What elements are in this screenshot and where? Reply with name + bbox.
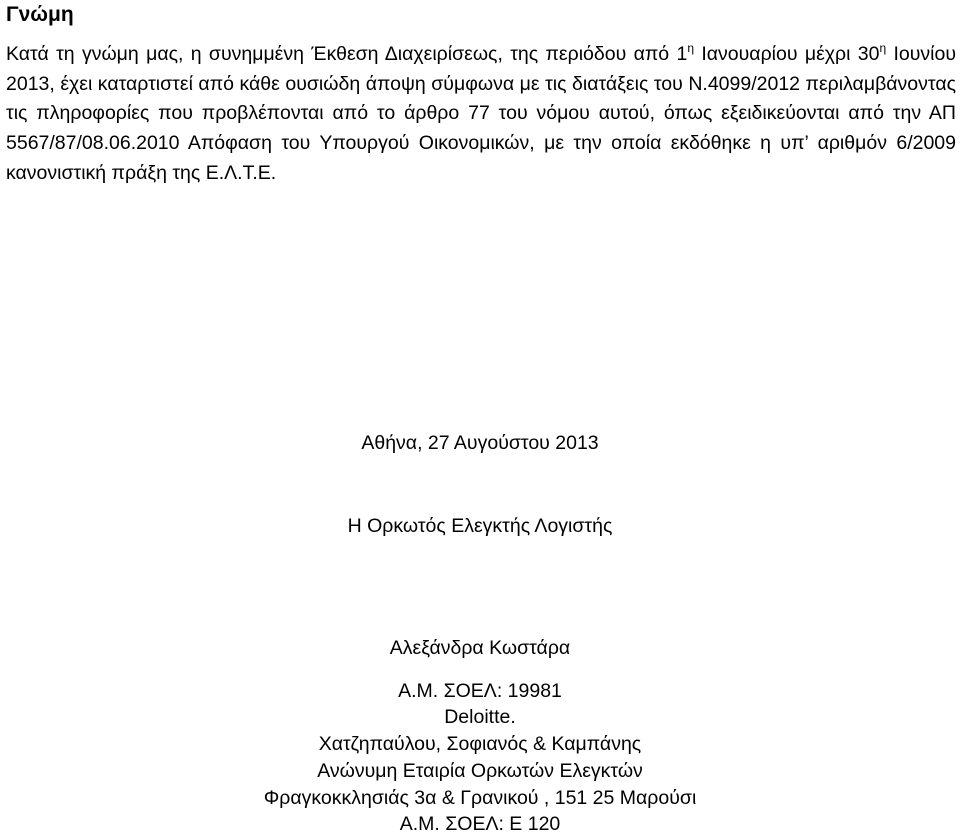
auditor-registration: Α.Μ. ΣΟΕΛ: 19981	[398, 680, 562, 702]
auditor-name: Αλεξάνδρα Κωστάρα	[389, 637, 571, 659]
firm-type: Ανώνυμη Εταιρία Ορκωτών Ελεγκτών	[317, 760, 643, 782]
opinion-text-part-1: Κατά τη γνώμη μας, η συνημμένη Έκθεση Διαχειρίσεως, της περιόδου από 1	[6, 43, 688, 65]
opinion-text-part-3: Ιουνίου 2013, έχει καταρτιστεί από κάθε ουσιώδη άποψη σύμφωνα με τις διατάξεις του Ν.4099/2012 περιλαμβάνοντας τις πληροφορίες που προβλέπονται από το άρθρο 77 του νόμου αυτού, όπως εξειδικεύονται από την ΑΠ 5567/87/08.06.2010 Απόφαση του Υπουργού Οικονομικών, με την οποία εκδόθηκε η υπ’ αριθμόν 6/2009 κανονιστική πράξη της Ε.Λ.Τ.Ε.	[6, 43, 956, 184]
firm-brand: Deloitte.	[444, 706, 516, 728]
ordinal-superscript-1: η	[687, 41, 695, 55]
opinion-text-part-2: Ιανουαρίου μέχρι 30	[694, 43, 880, 65]
firm-partners: Χατζηπαύλου, Σοφιανός & Καμπάνης	[318, 733, 642, 755]
firm-address: Φραγκοκκλησιάς 3α & Γρανικού , 151 25 Μαρούσι	[263, 787, 697, 809]
section-heading: Γνώμη	[6, 3, 74, 26]
ordinal-superscript-2: η	[879, 41, 887, 55]
firm-registration: Α.Μ. ΣΟΕΛ: Ε 120	[399, 813, 561, 835]
opinion-paragraph	[6, 40, 956, 189]
place-and-date: Αθήνα, 27 Αυγούστου 2013	[361, 432, 599, 454]
auditor-role: Η Ορκωτός Ελεγκτής Λογιστής	[347, 515, 613, 537]
